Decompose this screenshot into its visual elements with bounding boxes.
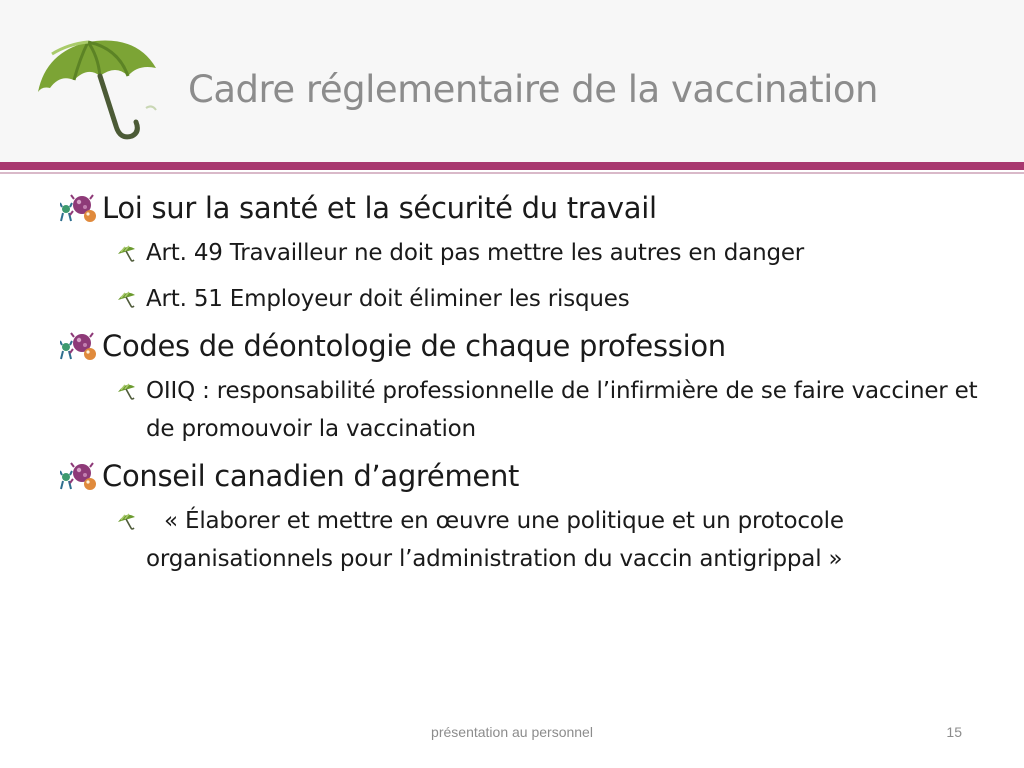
section-sst <box>58 188 978 318</box>
umbrella-bullet-icon <box>116 511 136 531</box>
header-divider <box>0 162 1024 170</box>
umbrella-bullet-icon <box>116 243 136 263</box>
list-item-text: OIIQ : responsabilité professionnelle de l’infirmière de se faire vacciner et de promouvoir la vaccination <box>146 378 978 442</box>
section-heading-text: Codes de déontologie de chaque profession <box>102 329 726 363</box>
slide-body <box>58 188 978 586</box>
list-item <box>116 372 978 448</box>
slide-title: Cadre réglementaire de la vaccination <box>188 68 879 111</box>
umbrella-bullet-icon <box>116 381 136 401</box>
section-heading-text: Loi sur la santé et la sécurité du travail <box>102 191 657 225</box>
list-item <box>116 280 978 318</box>
footer-text: présentation au personnel <box>431 724 593 740</box>
bug-bullet-icon <box>60 193 98 223</box>
list-item <box>116 234 978 272</box>
bug-bullet-icon <box>60 461 98 491</box>
header-divider-thin <box>0 172 1024 174</box>
section-heading <box>58 188 978 228</box>
section-heading <box>58 326 978 366</box>
page-number: 15 <box>946 724 962 740</box>
section-deontologie <box>58 326 978 448</box>
umbrella-bullet-icon <box>116 289 136 309</box>
slide-header <box>0 0 1024 162</box>
section-heading <box>58 456 978 496</box>
green-umbrella-icon <box>28 34 168 150</box>
bug-bullet-icon <box>60 331 98 361</box>
list-item-text: Art. 49 Travailleur ne doit pas mettre les autres en danger <box>146 240 805 266</box>
section-agrement <box>58 456 978 578</box>
list-item-text: « Élaborer et mettre en œuvre une politique et un protocole organisationnels pour l’administration du vaccin antigrippal » <box>146 508 844 572</box>
list-item <box>116 502 978 578</box>
list-item-text: Art. 51 Employeur doit éliminer les risques <box>146 286 630 312</box>
section-heading-text: Conseil canadien d’agrément <box>102 459 520 493</box>
